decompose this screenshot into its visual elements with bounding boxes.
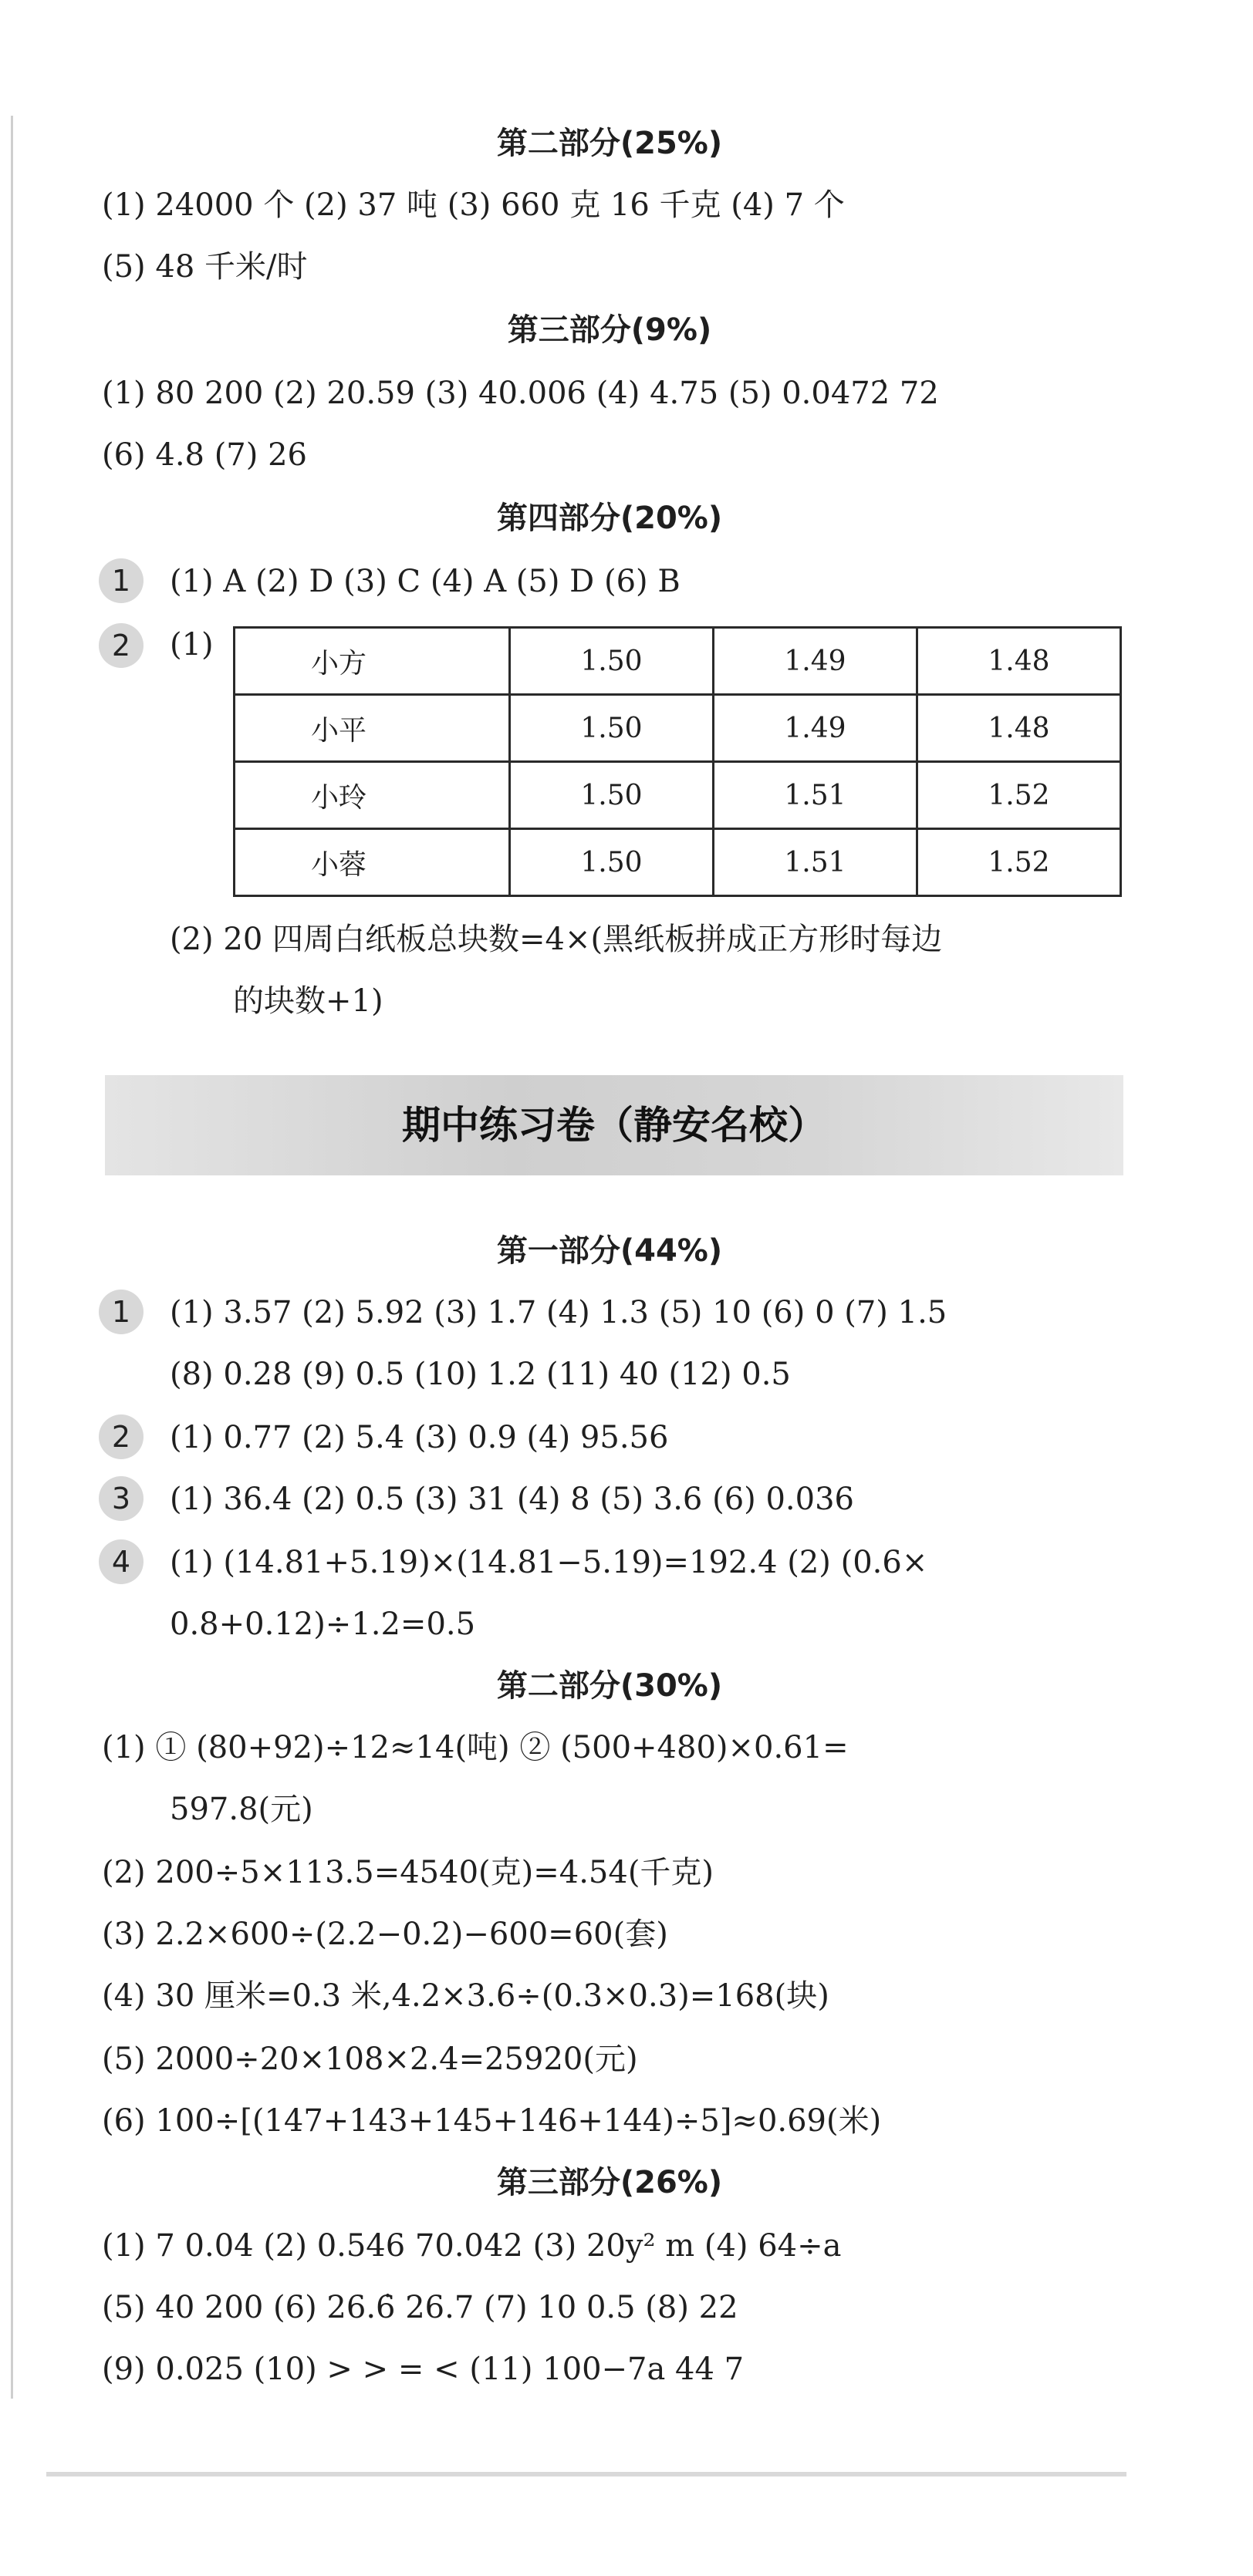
answer-line: (1) (14.81+5.19)×(14.81−5.19)=192.4 (2) (0.6× [170,1545,928,1580]
section-heading-part3: 第三部分(26%) [496,2165,723,2200]
answer-line: (8) 0.28 (9) 0.5 (10) 1.2 (11) 40 (12) 0.5 [170,1357,791,1392]
answer-line: (9) 0.025 (10) > > = < (11) 100−7a 44 7 [102,2352,745,2387]
table-cell: 1.49 [713,695,917,762]
answer-line: (3) 2.2×600÷(2.2−0.2)−600=60(套) [102,1917,668,1952]
table-row [235,829,1121,896]
table-cell: 1.48 [917,628,1120,695]
answer-line: (1) 80 200 (2) 20.59 (3) 40.006 (4) 4.75 (5) 0.0472̇ 72 [102,376,939,411]
answer-line: (6) 100÷[(147+143+145+146+144)÷5]≈0.69(米) [102,2103,882,2139]
answer-line: (2) 20 四周白纸板总块数=4×(黑纸板拼成正方形时每边 [170,922,943,957]
table-cell: 1.50 [510,829,714,896]
question-number-badge: 2 [99,623,144,668]
answer-line: 0.8+0.12)÷1.2=0.5 [170,1607,476,1642]
question-number-badge: 1 [99,558,144,603]
table-cell-name: 小平 [235,695,510,762]
answer-line: (5) 40 200 (6) 26.6̇ 26.7 (7) 10 0.5 (8) 22 [102,2290,738,2325]
exam-title-banner [105,1075,1123,1175]
section-heading-part4-top: 第四部分(20%) [496,501,723,536]
answer-line: (1) 7 0.04 (2) 0.546 70.042 (3) 20y² m (4) 64÷a [102,2228,842,2264]
table-cell-name: 小方 [235,628,510,695]
answer-line: 597.8(元) [170,1792,313,1827]
answer-line: (4) 30 厘米=0.3 米,4.2×3.6÷(0.3×0.3)=168(块) [102,1978,829,2014]
section-heading-part2: 第二部分(30%) [496,1668,723,1704]
section-heading-part3-top: 第三部分(9%) [507,312,712,348]
answer-line: (1) 3.57 (2) 5.92 (3) 1.7 (4) 1.3 (5) 10 (6) 0 (7) 1.5 [170,1295,947,1330]
left-margin-rule [11,116,13,2399]
table-row [235,628,1121,695]
score-table [233,626,1122,897]
section-heading-part1: 第一部分(44%) [496,1233,723,1269]
answer-line: (1) 24000 个 (2) 37 吨 (3) 660 克 16 千克 (4) 7 个 [102,187,845,223]
answer-line: (1) ① (80+92)÷12≈14(吨) ② (500+480)×0.61= [102,1730,849,1765]
answer-line: (5) 2000÷20×108×2.4=25920(元) [102,2042,638,2077]
table-row [235,695,1121,762]
question-number-badge: 3 [99,1476,144,1521]
table-cell: 1.52 [917,829,1120,896]
table-cell: 1.50 [510,628,714,695]
answer-line: (5) 48 千米/时 [102,249,308,285]
question-number-badge: 1 [99,1290,144,1334]
question-number-badge: 2 [99,1414,144,1459]
table-cell: 1.51 [713,829,917,896]
bottom-divider [46,2472,1126,2477]
answer-line: (2) 200÷5×113.5=4540(克)=4.54(千克) [102,1855,714,1890]
answer-line: (1) 0.77 (2) 5.4 (3) 0.9 (4) 95.56 [170,1420,669,1455]
answer-line: (1) 36.4 (2) 0.5 (3) 31 (4) 8 (5) 3.6 (6) 0.036 [170,1482,854,1517]
section-heading-part2-top: 第二部分(25%) [496,126,723,161]
table-cell: 1.51 [713,762,917,829]
exam-title: 期中练习卷（静安名校） [402,1103,826,1148]
table-cell: 1.48 [917,695,1120,762]
answer-line: 的块数+1) [233,983,383,1019]
table-cell-name: 小玲 [235,762,510,829]
table-row [235,762,1121,829]
table-cell: 1.50 [510,762,714,829]
table-cell-name: 小蓉 [235,829,510,896]
sub-question-label: (1) [170,627,214,663]
table-cell: 1.49 [713,628,917,695]
table-cell: 1.52 [917,762,1120,829]
answer-line: (1) A (2) D (3) C (4) A (5) D (6) B [170,564,681,599]
answer-line: (6) 4.8 (7) 26 [102,437,307,473]
question-number-badge: 4 [99,1539,144,1584]
table-cell: 1.50 [510,695,714,762]
